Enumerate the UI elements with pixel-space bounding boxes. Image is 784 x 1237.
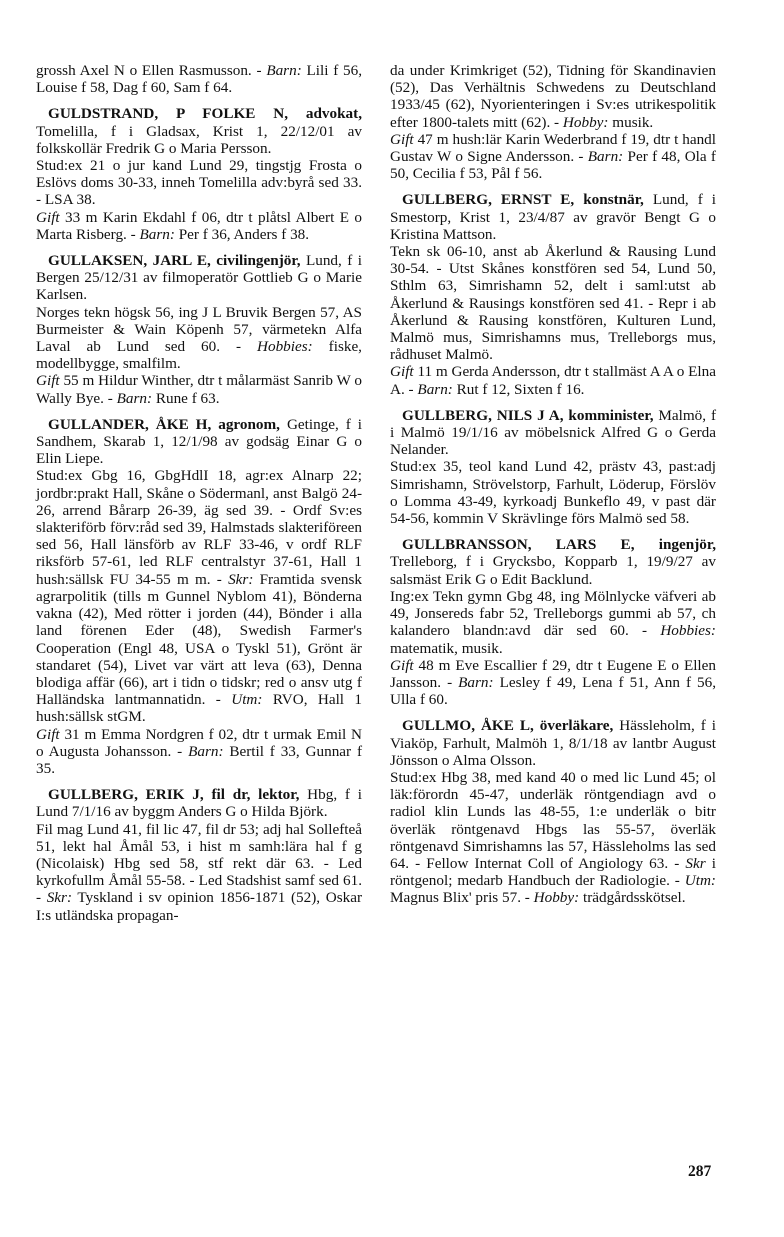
- entry-head: [36, 105, 362, 157]
- entry-title: överläkare,: [539, 717, 614, 735]
- text-run: 55 m Hildur Winther, dtr t målarmäst Sanrib W o Wally Bye. -: [36, 372, 362, 407]
- field-label: Barn:: [266, 62, 302, 79]
- biography-entry: [390, 407, 716, 527]
- text-run: grossh Axel N o Ellen Rasmusson. -: [36, 62, 267, 79]
- text-run: 33 m Karin Ekdahl f 06, dtr t plåtsl Albert E o Marta Risberg. -: [36, 208, 362, 243]
- biography-entry: [390, 191, 716, 397]
- entry-name: GULLBERG, NILS J A,: [402, 406, 564, 424]
- entry-head: [390, 62, 716, 131]
- entry-paragraph: [36, 304, 362, 373]
- field-label: Gift: [390, 656, 414, 674]
- text-run: Tomelilla, f i Gladsax, Krist 1, 22/12/01 av folkskollär Fredrik G o Maria Persson.: [36, 122, 362, 157]
- text-run: Per f 48, Ola f 50, Cecilia f 53, Pål f 56.: [390, 148, 716, 183]
- field-label: Skr:: [46, 889, 73, 907]
- field-label: Barn:: [417, 380, 453, 398]
- biography-entry: [36, 786, 362, 924]
- biography-entry: [36, 105, 362, 243]
- field-label: Utm:: [231, 691, 263, 709]
- entry-title: fil dr, lektor,: [211, 786, 300, 804]
- text-run: 31 m Emma Nordgren f 02, dtr t urmak Emil N o Augusta Johansson. -: [36, 725, 362, 760]
- text-run: Lili f 56, Louise f 58, Dag f 60, Sam f 64.: [36, 62, 362, 97]
- field-label: Hobbies:: [257, 338, 313, 356]
- entry-paragraph: [36, 372, 362, 406]
- text-run: 11 m Gerda Andersson, dtr t stallmäst A A o Elna A. -: [390, 363, 716, 398]
- entry-paragraph: [36, 467, 362, 725]
- page-number: 287: [688, 1163, 712, 1180]
- entry-paragraph: [36, 726, 362, 778]
- text-run: Rune f 63.: [152, 389, 220, 407]
- text-run: Hässleholm, f i Viaköp, Farhult, Malmöh 1, 8/1/18 av lantbr August Jönsson o Alma Olsson.: [390, 717, 717, 769]
- entry-head: [36, 252, 362, 304]
- text-run: Getinge, f i Sandhem, Skarab 1, 12/1/98 av godsäg Einar G o Elin Liepe.: [36, 415, 362, 468]
- entry-name: GULLMO, ÅKE L,: [402, 717, 534, 735]
- text-run: Stud:ex Hbg 38, med kand 40 o med lic Lund 45; ol läk:förordn 45-47, underläk röntgendiagn avd o radiol klin Lunds las 48-55, 1:e underläk o bitr överläk röntgenavd Hbgs las 55-57, överläk röntgenavd Simrishamns las 57, Hässleholms las sed 64. - Fellow Internat Coll of Angiology 63. -: [390, 768, 716, 872]
- left-column: [36, 62, 362, 933]
- entry-title: civilingenjör,: [216, 252, 301, 270]
- text-run: Hbg, f i Lund 7/1/16 av byggm Anders G o Hilda Björk.: [36, 786, 362, 821]
- text-run: Fil mag Lund 41, fil lic 47, fil dr 53; adj hal Sollefteå 51, lekt hal Åmål 53, i hist m samh:lära hal f g (Nicolaisk) Hbg sed 58, stf rekt där 63. - Led kyrkofullm Åmål 55-58. - Led Stadshist samf sed 61. -: [36, 820, 362, 907]
- entry-name: GULLBERG, ERNST E,: [402, 191, 575, 209]
- text-run: Stud:ex 35, teol kand Lund 42, prästv 43, past:adj Simrishamn, Strövelstorp, Farhult, Löderup, Förslöv o Lomma 43-49, kyrkoadj Bunkeflo 49, v past där 54-56, kommin V Skrävlinge förs Malmö sed 58.: [390, 458, 716, 528]
- entry-head: [36, 416, 362, 468]
- entry-title: konstnär,: [583, 191, 644, 209]
- text-run: Lund, f i Smestorp, Krist 1, 23/4/87 av gravör Bengt G o Kristina Mattson.: [390, 191, 717, 243]
- field-label: Hobby:: [562, 113, 609, 131]
- entry-head: [390, 536, 716, 588]
- field-label: Skr:: [228, 570, 254, 588]
- entry-title: agronom,: [218, 415, 280, 433]
- biography-entry: [36, 416, 362, 777]
- text-run: 48 m Eve Escallier f 29, dtr t Eugene E o Ellen Jansson. -: [390, 656, 716, 691]
- right-column: [390, 62, 716, 916]
- entry-head: [36, 786, 362, 820]
- text-run: Per f 36, Anders f 38.: [174, 225, 310, 243]
- text-run: Trelleborg, f i Grycksbo, Kopparb 1, 19/9/27 av salsmäst Erik G o Edit Backlund.: [390, 553, 716, 588]
- field-label: Gift: [390, 130, 414, 148]
- entry-name: GULLANDER, ÅKE H,: [48, 415, 212, 433]
- entry-paragraph: [390, 243, 716, 363]
- text-run: matematik, musik.: [390, 639, 503, 657]
- entry-paragraph: [390, 588, 716, 657]
- text-run: RVO, Hall 1 hush:sällsk stGM.: [36, 691, 363, 726]
- text-run: Lund, f i Bergen 25/12/31 av filmoperatör Gottlieb G o Marie Karlsen.: [36, 252, 362, 304]
- text-run: i röntgenol; medarb Handbuch der Radiologie. -: [390, 854, 716, 890]
- entry-paragraph: [390, 657, 716, 709]
- field-label: Utm:: [684, 872, 716, 890]
- entry-title: ingenjör,: [658, 536, 716, 554]
- entry-name: GULLBERG, ERIK J,: [48, 786, 204, 804]
- text-run: Ing:ex Tekn gymn Gbg 48, ing Mölnlycke väfveri ab 49, Jonsereds fabr 52, Trelleborgs gummi ab 57, ch kalandero blandn:avd där sed 60. -: [390, 587, 716, 640]
- field-label: Barn:: [116, 389, 153, 407]
- entry-paragraph: [390, 363, 716, 397]
- text-run: Tyskland i sv opinion 1856-1871 (52), Oskar I:s utländska propagan-: [36, 889, 362, 924]
- text-run: da under Krimkriget (52), Tidning för Skandinavien (52), Das Verhältnis Schwedens zu Deutschland 1933/45 (62), Nyorienteringen i Sv:es utrikespolitik efter 1800-talets mitt (62). -: [390, 62, 716, 131]
- field-label: Gift: [36, 208, 60, 226]
- entry-paragraph: [390, 131, 716, 183]
- entry-head: [390, 717, 716, 769]
- field-label: Barn:: [188, 742, 224, 760]
- entry-paragraph: [36, 821, 362, 924]
- entry-head: [36, 62, 362, 96]
- field-label: Skr: [685, 854, 706, 872]
- biography-entry: [36, 252, 362, 407]
- field-label: Gift: [390, 363, 414, 381]
- entry-paragraph: [390, 769, 716, 907]
- text-run: 47 m hush:lär Karin Wederbrand f 19, dtr t handl Gustav W o Signe Andersson. -: [390, 130, 716, 166]
- entry-continuation: [390, 62, 716, 182]
- text-run: Bertil f 33, Gunnar f 35.: [36, 742, 363, 777]
- text-run: musik.: [608, 113, 654, 131]
- entry-paragraph: [390, 458, 716, 527]
- field-label: Gift: [36, 725, 60, 743]
- biography-entry: [390, 536, 716, 708]
- entry-continuation: [36, 62, 362, 96]
- entry-title: komminister,: [568, 406, 654, 424]
- field-label: Hobby:: [533, 889, 580, 907]
- text-run: Stud:ex 21 o jur kand Lund 29, tingstjg Frosta o Eslövs doms 30-33, inneh Tomelilla adv:byrå sed 33. - LSA 38.: [36, 157, 362, 209]
- biography-entry: [390, 717, 716, 906]
- field-label: Barn:: [458, 673, 494, 691]
- text-run: Framtida svensk agrarpolitik (tills m Gunnel Nyblom 41), Bönderna vakna (42), Med rötter i jorden (44), Bönder i alla land förenen Eder (48), Swedish Farmer's Cooperation (Engl 48, USA o Tyskl 51), Grönt är standaret (54), Livet var värt att leva (63), Denna blodiga affär (66), art i tidn o tidskr; red o ansv utg f Halländska lantmannatidn. -: [36, 570, 362, 709]
- text-run: Tekn sk 06-10, anst ab Åkerlund & Rausing Lund 30-54. - Utst Skånes konstfören sed 54, Lund 50, Sthlm 63, Simrishamn 52, delt i saml:utst ab Åkerlund & Rausings konstfören sed 41. - Repr i ab Åkerlund & Rausing konstfören, Kulturen Lund, Malmö mus, Simrishamns mus, Trelleborgs mus, rådhuset Malmö.: [390, 243, 716, 364]
- entry-head: [390, 191, 716, 243]
- field-label: Gift: [36, 372, 60, 390]
- text-run: fiske, modellbygge, smalfilm.: [36, 338, 362, 373]
- entry-title: advokat,: [305, 105, 362, 123]
- entry-paragraph: [36, 209, 362, 243]
- text-run: Stud:ex Gbg 16, GbgHdlI 18, agr:ex Alnarp 22; jordbr:prakt Hall, Skåne o Södermanl, anst Balgö 24-26, arrend Bårarp 26-39, äg sed 39. - Ordf Sv:es slakteriförb förv:råd sed 39, Halmstads slakteriföreen sed 56, Hall länsförb av RLF 33-46, v ordf RLF riksförb 57-61, led RLF centralstyr 37-61, Hall 1 hush:sällsk FU 34-55 m m. -: [36, 467, 362, 588]
- entry-paragraph: [36, 157, 362, 209]
- field-label: Barn:: [139, 225, 175, 243]
- text-run: Rut f 12, Sixten f 16.: [452, 380, 585, 398]
- entry-head: [390, 407, 716, 459]
- text-run: trädgårdsskötsel.: [579, 889, 686, 907]
- entry-name: GULDSTRAND, P FOLKE N,: [48, 105, 289, 123]
- entry-name: GULLBRANSSON, LARS E,: [402, 536, 635, 554]
- field-label: Barn:: [587, 148, 624, 166]
- text-run: Norges tekn högsk 56, ing J L Bruvik Bergen 57, AS Burmeister & Wain Köpenh 57, värmetekn Alfa Laval ab Lund sed 60. -: [36, 303, 362, 356]
- field-label: Hobbies:: [660, 622, 716, 640]
- text-run: Lesley f 49, Lena f 51, Ann f 56, Ulla f 60.: [390, 673, 716, 709]
- entry-name: GULLAKSEN, JARL E,: [48, 252, 211, 270]
- text-run: Magnus Blix' pris 57. -: [390, 889, 534, 907]
- text-run: Malmö, f i Malmö 19/1/16 av möbelsnick Alfred G o Gerda Nelander.: [390, 406, 717, 459]
